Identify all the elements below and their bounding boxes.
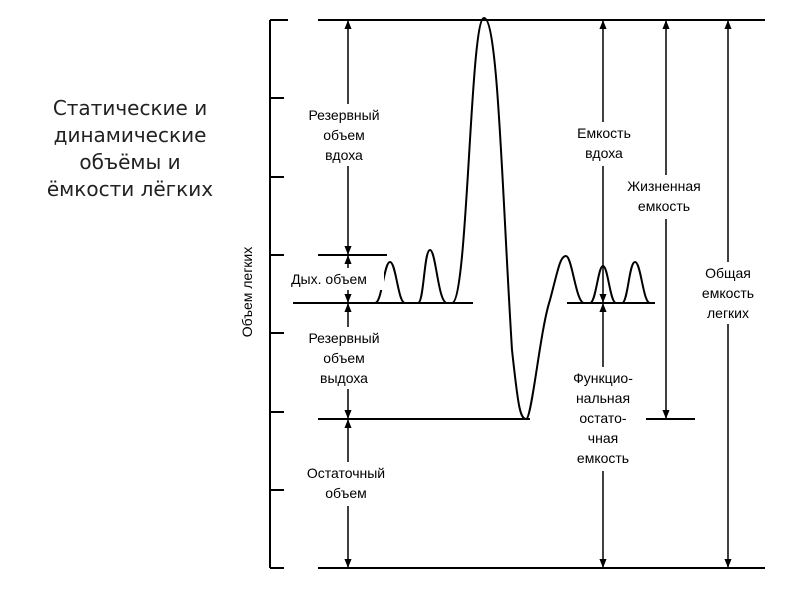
rv-label-line-1: Остаточный [306, 465, 386, 481]
tv-label: Дых. объем [291, 271, 367, 287]
frc-label-line-1: Функцио- [573, 370, 633, 386]
irv-label-line-1: Резервный [308, 107, 380, 123]
frc-label-line-4: чная [587, 430, 619, 446]
erv-label-line-3: выдоха [320, 370, 368, 386]
irv-label-line-3: вдоха [325, 147, 363, 163]
tlc-label-line-2: емкость [701, 285, 755, 301]
slide-title: Статические и динамические объёмы и ёмкости лёгких [46, 96, 214, 201]
spirogram-trace [375, 18, 650, 419]
frc-label-line-2: нальная [575, 390, 631, 406]
tlc-label-line-1: Общая [705, 265, 751, 281]
ic-label-line-1: Емкость [577, 125, 631, 141]
ic-label-line-2: вдоха [585, 145, 623, 161]
irv-label-line-2: объем [323, 127, 365, 143]
erv-label-line-2: объем [323, 350, 365, 366]
tlc-label-line-3: легких [706, 305, 750, 321]
frc-label-line-3: остато- [579, 410, 627, 426]
vc-label-line-1: Жизненная [627, 178, 701, 194]
measurement-arrows [348, 21, 728, 567]
y-axis-label: Объем легких [239, 246, 255, 338]
y-axis [270, 20, 288, 568]
vc-label-line-2: емкость [637, 198, 691, 214]
erv-label-line-1: Резервный [308, 330, 380, 346]
frc-label-line-5: емкость [576, 450, 630, 466]
rv-label-line-2: объем [325, 485, 367, 501]
